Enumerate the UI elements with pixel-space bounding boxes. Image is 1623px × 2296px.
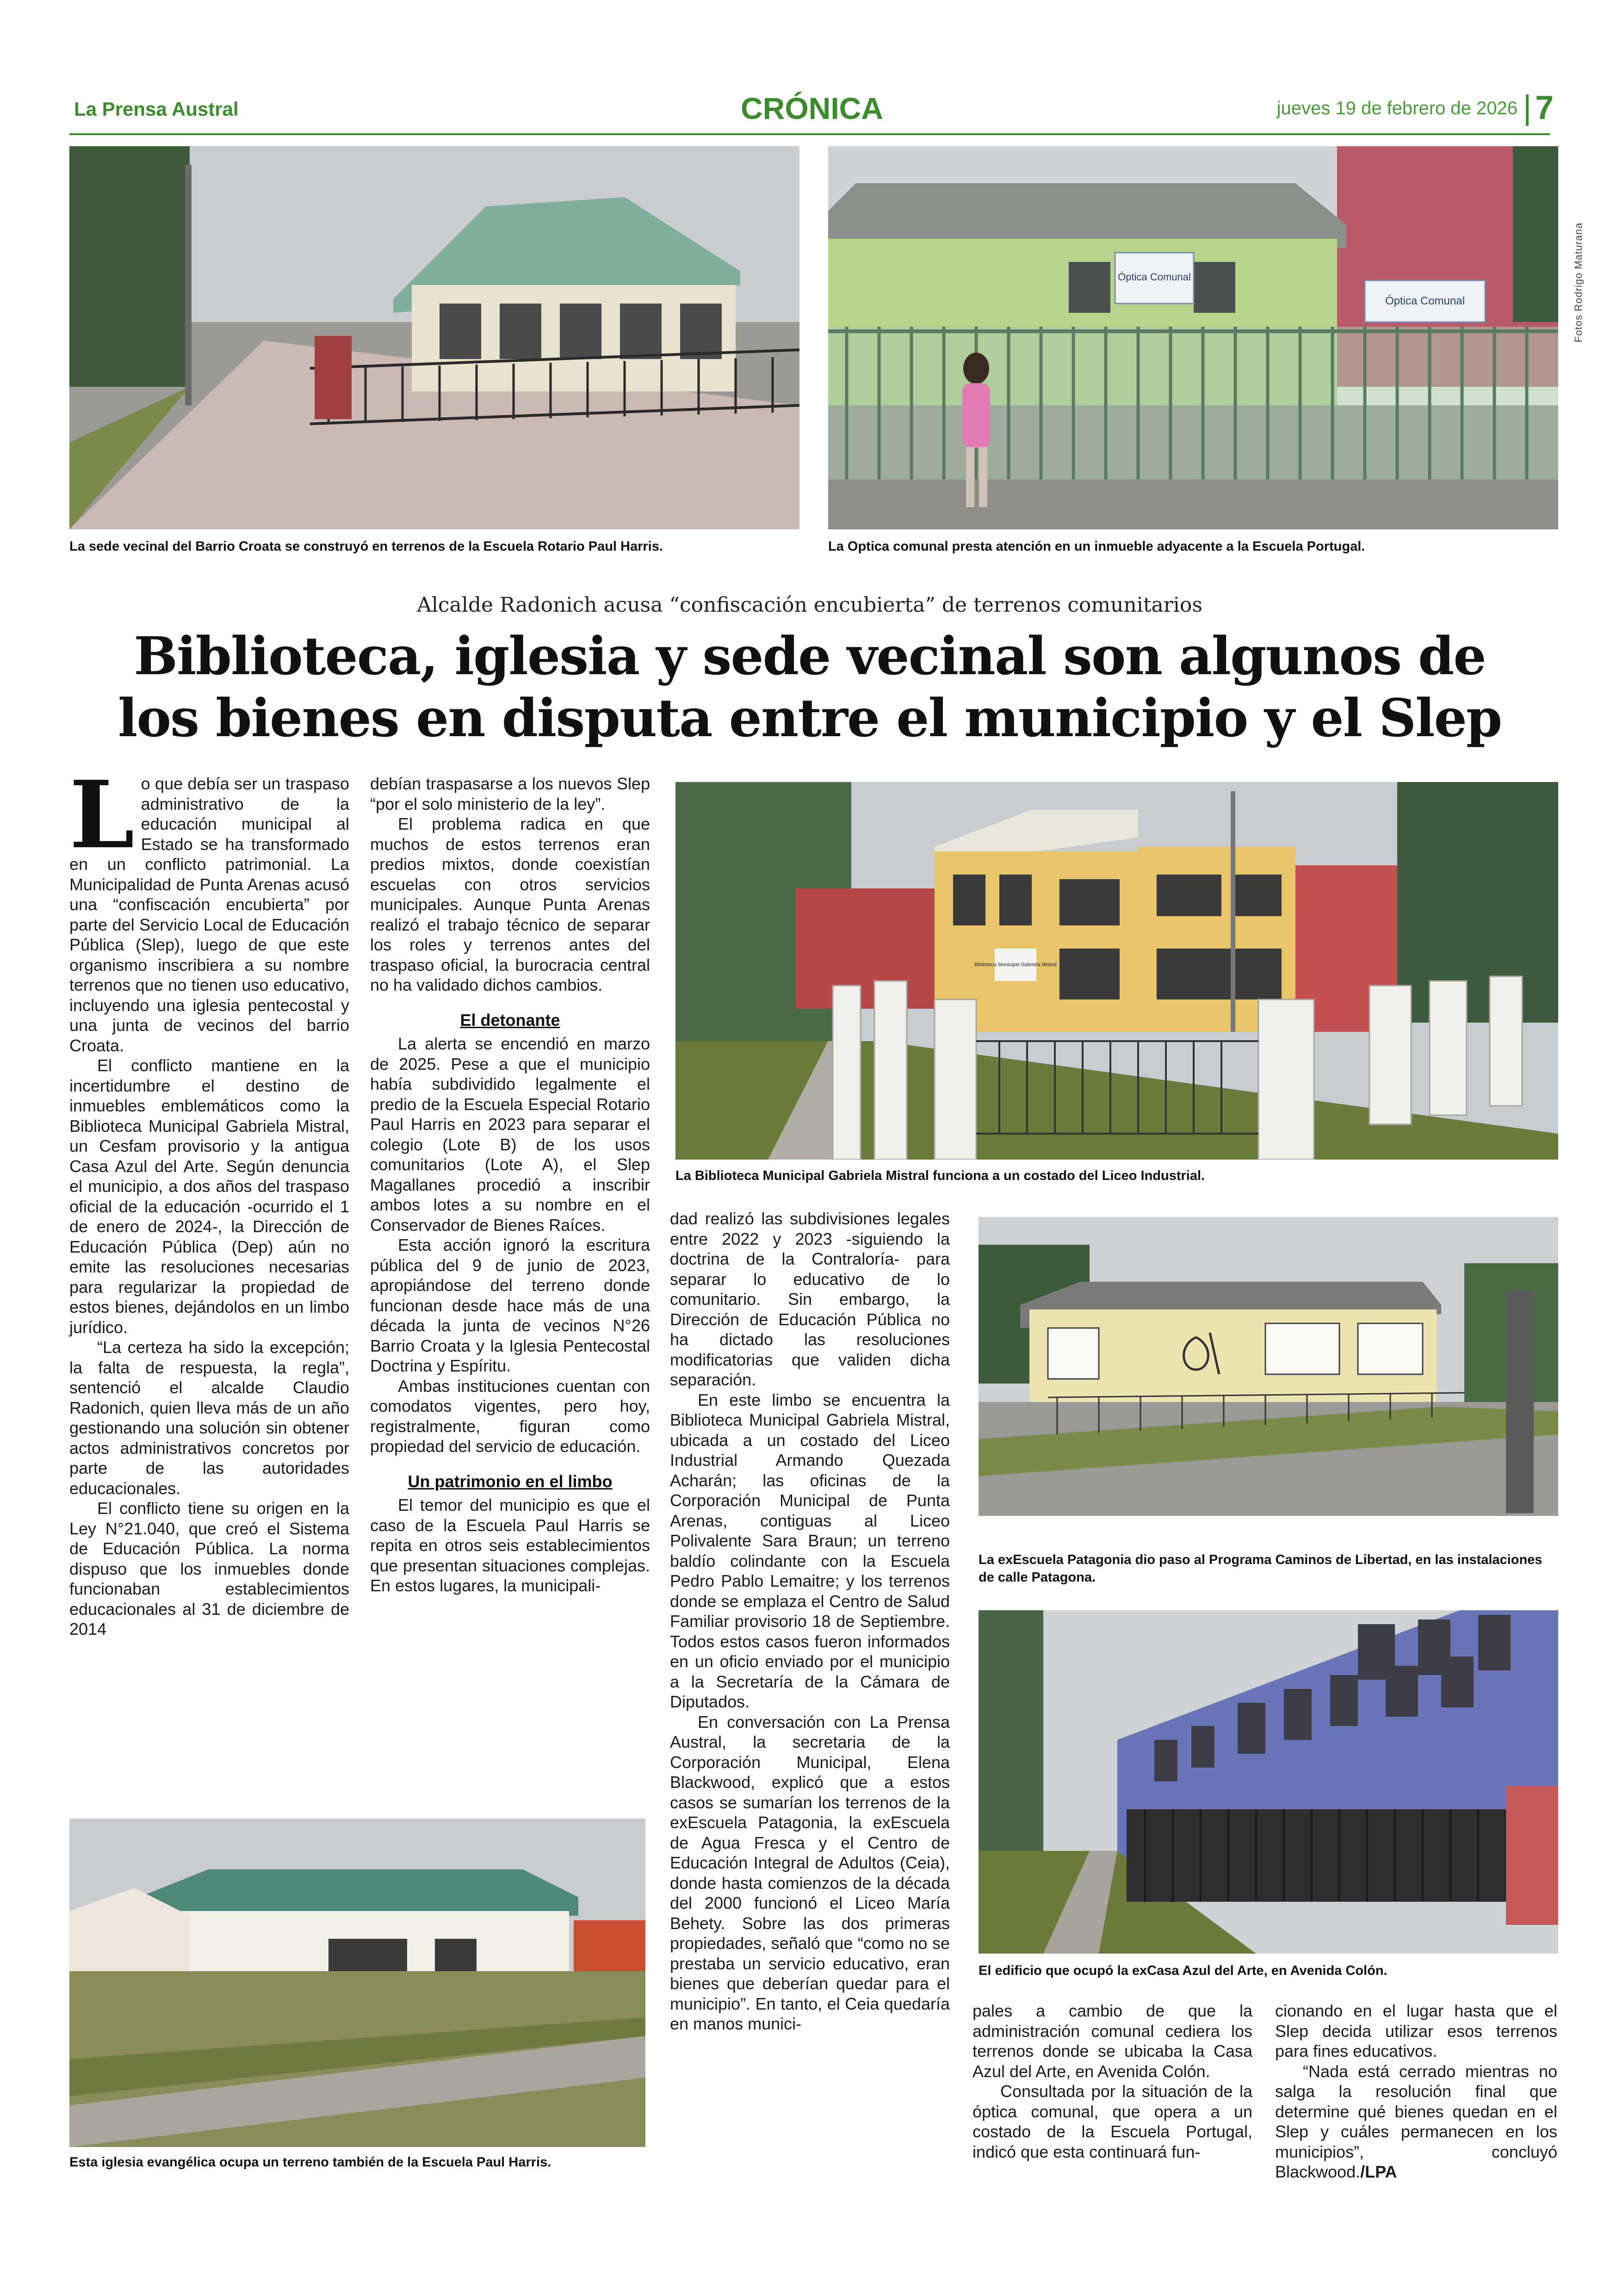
article-paragraph: Ambas instituciones cuentan con comodatos vigentes, pero hoy, registralmente, figuran como propiedad del servicio de educación. [370, 1376, 650, 1456]
biblioteca-sign-text: Biblioteca Municipal Gabriela Mistral [974, 962, 1057, 968]
header-separator [1526, 94, 1529, 126]
caption-biblioteca: La Biblioteca Municipal Gabriela Mistral funciona a un costado del Liceo Industrial. [675, 1168, 1205, 1183]
article-paragraph: o que debía ser un traspaso administrativo de la educación municipal al Estado se ha transformado en un conflicto patrimonial. La Municipalidad de Punta Arenas acusó una “confiscación encubierta” por parte del Servicio Local de Educación Pública (Slep), luego de que este organismo inscribiera a su nombre terrenos que no tienen uso educativo, incluyendo una iglesia pentecostal y una junta de vecinos del barrio Croata. [69, 774, 349, 1055]
article-column-4 [973, 2001, 1252, 2162]
article-paragraph: El problema radica en que muchos de estos terrenos eran predios mixtos, donde coexistían escuelas con otros servicios municipales. Aunque Punta Arenas realizó el trabajo técnico de separar los roles y terrenos antes del traspaso oficial, la burocracia central no ha validado dichos cambios. [370, 814, 650, 994]
article-column-2 [370, 774, 650, 1596]
optica-sign-text: Óptica Comunal [1118, 271, 1191, 283]
article-paragraph: El conflicto tiene su origen en la Ley N°21.040, que creó el Sistema de Educación Pública. La norma dispuso que los inmuebles donde funcionaban establecimientos educacionales al 31 de diciembre de 2014 [69, 1499, 349, 1638]
article-column-1 [69, 761, 349, 1639]
headline-line-2: los bienes en disputa entre el municipio y el Slep [118, 688, 1502, 749]
closing-quote: “Nada está cerrado mientras no salga la resolución final que determine qué bienes quedan en el Slep y cuáles permanecen en los municipios”, concluyó Blackwood. [1275, 2061, 1557, 2181]
issue-date: jueves 19 de febrero de 2026 [1276, 98, 1518, 118]
photo-optica-comunal [828, 146, 1558, 529]
photo-credit-text: Fotos Rodrigo Maturana [1573, 222, 1584, 342]
photo-credit [1571, 148, 1587, 342]
article-paragraph: La alerta se encendió en marzo de 2025. Pese a que el municipio había subdividido legalmente el predio de la Escuela Especial Rotario Paul Harris en 2023 para separar el colegio (Lote B) de los usos comunitarios (Lote A), el Slep Magallanes procedió a inscribir ambos lotes a su nombre en el Conservador de Bienes Raíces. [370, 1034, 650, 1235]
optica-illustration [828, 146, 1558, 529]
headline-line-1: Biblioteca, iglesia y sede vecinal son algunos de [134, 626, 1486, 687]
article-paragraph: pales a cambio de que la administración comunal cediera los terrenos donde se ubicaba la Casa Azul del Arte, en Avenida Colón. [973, 2001, 1252, 2081]
article-paragraph: cionando en el lugar hasta que el Slep decida utilizar esos terrenos para fines educativos. [1275, 2001, 1557, 2060]
caption-iglesia: Esta iglesia evangélica ocupa un terreno también de la Escuela Paul Harris. [69, 2155, 551, 2170]
caption-optica-comunal: La Optica comunal presta atención en un inmueble adyacente a la Escuela Portugal. [828, 539, 1365, 554]
article-paragraph: Consultada por la situación de la óptica comunal, que opera a un costado de la Escuela Portugal, indicó que esta continuará fun- [973, 2082, 1252, 2161]
article-paragraph: dad realizó las subdivisiones legales entre 2022 y 2023 -siguiendo la doctrina de la Contraloría- para separar lo educativo de lo comunitario. Sin embargo, la Dirección de Educación Pública no ha dictado las resoluciones modificatorias que validen dicha separación. [670, 1209, 950, 1389]
photo-casa-azul [979, 1610, 1558, 1954]
caption-patagonia: La exEscuela Patagonia dio paso al Programa Caminos de Libertad, en las instalaciones de calle Patagona. [979, 1552, 1542, 1585]
photo-iglesia [69, 1818, 645, 2147]
patagonia-illustration [979, 1217, 1558, 1516]
newspaper-brand: La Prensa Austral [74, 98, 239, 120]
article-column-3 [670, 1209, 950, 2034]
article-paragraph: En conversación con La Prensa Austral, la secretaria de la Corporación Municipal, Elena Blackwood, explicó que a estos casos se sumarían los terrenos de la exEscuela Patagonia, la exEscuela de Agua Fresca y el Centro de Educación Integral de Adultos (Ceia), donde hasta comienzos de la década del 2000 funcionó el Liceo María Behety. Sobre las dos primeras propiedades, señaló que “como no se prestaba un servicio educativo, eran bienes que deberían quedar para el municipio”. En tanto, el Ceia quedaría en manos munici- [670, 1712, 950, 2033]
headline [69, 626, 1550, 750]
caption-casa-azul: El edificio que ocupó la exCasa Azul del Arte, en Avenida Colón. [979, 1963, 1388, 1978]
article-paragraph: En este limbo se encuentra la Biblioteca Municipal Gabriela Mistral, ubicada a un costado del Liceo Industrial Armando Quezada Acharán; las oficinas de la Corporación Municipal de Punta Arenas, contiguas al Liceo Polivalente Sara Braun; un terreno baldío colindante con la Escuela Pedro Pablo Lemaitre; y los terrenos donde se emplaza el Centro de Salud Familiar provisorio 18 de Septiembre. Todos estos casos fueron informados en un oficio enviado por el municipio a la Secretaría de la Cámara de Diputados. [670, 1390, 950, 1711]
article-column-5 [1275, 2001, 1557, 2182]
caption-sede-vecinal: La sede vecinal del Barrio Croata se construyó en terrenos de la Escuela Rotario Paul Harris. [69, 539, 663, 554]
photo-sede-vecinal [69, 146, 799, 529]
section-title: CRÓNICA [741, 91, 883, 125]
article-paragraph: “La certeza ha sido la excepción; la falta de respuesta, la regla”, sentenció el alcalde Claudio Radonich, quien lleva más de un año gestionando una solución sin obtener actos administrativos concretos por parte de las autoridades educacionales. [69, 1338, 349, 1498]
signoff: /LPA [1360, 2162, 1397, 2181]
header-rule [69, 133, 1550, 135]
casa-azul-illustration [979, 1610, 1558, 1954]
photo-patagonia [979, 1217, 1558, 1516]
article-paragraph: El temor del municipio es que el caso de la Escuela Paul Harris se repita en otros seis establecimientos que presentan situaciones complejas. En estos lugares, la municipali- [370, 1496, 650, 1595]
page-number: 7 [1535, 89, 1554, 126]
drop-cap: L [69, 761, 135, 869]
subhead-detonante: El detonante [460, 1010, 560, 1030]
biblioteca-illustration [675, 782, 1558, 1160]
article-paragraph: Esta acción ignoró la escritura pública del 9 de junio de 2023, apropiándose del terreno donde funcionan desde hace más de una década la junta de vecinos N°26 Barrio Croata y la Iglesia Pentecostal Doctrina y Espíritu. [370, 1235, 650, 1375]
optica-sign-text-2: Óptica Comunal [1385, 295, 1465, 307]
article-paragraph [1275, 2061, 1557, 2182]
article-paragraph: debían traspasarse a los nuevos Slep “por el solo ministerio de la ley”. [370, 774, 650, 813]
article-paragraph: El conflicto mantiene en la incertidumbre el destino de inmuebles emblemáticos como la Biblioteca Municipal Gabriela Mistral, un Cesfam provisorio y la antigua Casa Azul del Arte. Según denuncia el municipio, a dos años del traspaso oficial de la educación -ocurrido el 1 de enero de 2024-, la Dirección de Educación Pública (Dep) aún no emite las resoluciones necesarias para regularizar la propiedad de estos bienes, dejándolos en un limbo jurídico. [69, 1056, 349, 1337]
photo-biblioteca [675, 782, 1558, 1160]
kicker: Alcalde Radonich acusa “confiscación encubierta” de terrenos comunitarios [417, 593, 1202, 617]
sede-vecinal-illustration [69, 146, 799, 529]
subhead-patrimonio: Un patrimonio en el limbo [408, 1471, 613, 1491]
iglesia-illustration [69, 1818, 645, 2147]
